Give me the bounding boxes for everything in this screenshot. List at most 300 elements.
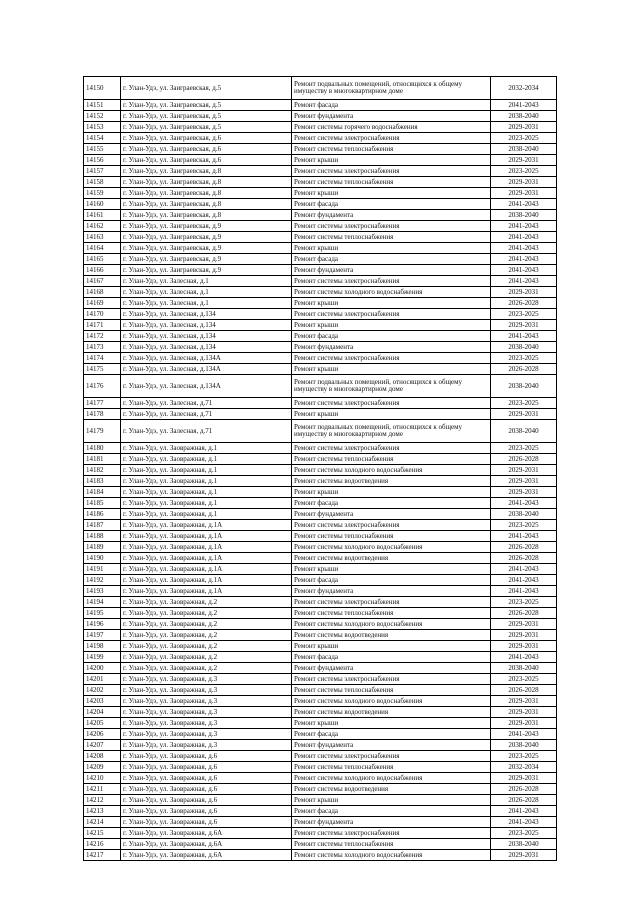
row-work-type: Ремонт системы теплоснабжения bbox=[292, 177, 491, 188]
row-period: 2023-2025 bbox=[491, 674, 557, 685]
row-period: 2041-2043 bbox=[491, 243, 557, 254]
table-row bbox=[84, 111, 557, 122]
row-period: 2032-2034 bbox=[491, 77, 557, 100]
table-row bbox=[84, 188, 557, 199]
row-number: 14177 bbox=[84, 398, 121, 409]
row-period: 2029-2031 bbox=[491, 487, 557, 498]
row-number: 14213 bbox=[84, 806, 121, 817]
row-address: г. Улан-Удэ, ул. Заиграевская, д.8 bbox=[121, 210, 292, 221]
row-period: 2023-2025 bbox=[491, 166, 557, 177]
row-number: 14164 bbox=[84, 243, 121, 254]
row-period: 2026-2028 bbox=[491, 784, 557, 795]
table-row bbox=[84, 663, 557, 674]
row-number: 14150 bbox=[84, 77, 121, 100]
row-period: 2023-2025 bbox=[491, 828, 557, 839]
table-row bbox=[84, 641, 557, 652]
row-work-type: Ремонт системы электроснабжения bbox=[292, 828, 491, 839]
row-period: 2023-2025 bbox=[491, 353, 557, 364]
row-work-type: Ремонт фасада bbox=[292, 100, 491, 111]
row-number: 14209 bbox=[84, 762, 121, 773]
row-work-type: Ремонт системы теплоснабжения bbox=[292, 232, 491, 243]
row-address: г. Улан-Удэ, ул. Заиграевская, д.8 bbox=[121, 177, 292, 188]
row-address: г. Улан-Удэ, ул. Заиграевская, д.5 bbox=[121, 122, 292, 133]
row-address: г. Улан-Удэ, ул. Заиграевская, д.9 bbox=[121, 232, 292, 243]
row-period: 2038-2040 bbox=[491, 420, 557, 443]
row-work-type: Ремонт системы электроснабжения bbox=[292, 597, 491, 608]
row-period: 2029-2031 bbox=[491, 707, 557, 718]
row-work-type: Ремонт системы теплоснабжения bbox=[292, 685, 491, 696]
row-number: 14160 bbox=[84, 199, 121, 210]
table-row bbox=[84, 487, 557, 498]
row-period: 2038-2040 bbox=[491, 663, 557, 674]
row-work-type: Ремонт фундамента bbox=[292, 817, 491, 828]
row-period: 2041-2043 bbox=[491, 531, 557, 542]
row-number: 14197 bbox=[84, 630, 121, 641]
row-address: г. Улан-Удэ, ул. Заовражная, д.6А bbox=[121, 828, 292, 839]
row-period: 2023-2025 bbox=[491, 751, 557, 762]
row-address: г. Улан-Удэ, ул. Заиграевская, д.5 bbox=[121, 100, 292, 111]
row-address: г. Улан-Удэ, ул. Заовражная, д.2 bbox=[121, 597, 292, 608]
row-address: г. Улан-Удэ, ул. Заовражная, д.2 bbox=[121, 641, 292, 652]
row-number: 14185 bbox=[84, 498, 121, 509]
row-work-type: Ремонт системы холодного водоснабжения bbox=[292, 542, 491, 553]
row-period: 2026-2028 bbox=[491, 685, 557, 696]
row-address: г. Улан-Удэ, ул. Заовражная, д.6 bbox=[121, 762, 292, 773]
row-work-type: Ремонт системы теплоснабжения bbox=[292, 608, 491, 619]
row-work-type: Ремонт фундамента bbox=[292, 265, 491, 276]
row-address: г. Улан-Удэ, ул. Заиграевская, д.9 bbox=[121, 265, 292, 276]
table-row bbox=[84, 707, 557, 718]
row-work-type: Ремонт системы электроснабжения bbox=[292, 751, 491, 762]
row-number: 14188 bbox=[84, 531, 121, 542]
row-work-type: Ремонт фасада bbox=[292, 652, 491, 663]
table-row bbox=[84, 77, 557, 100]
row-work-type: Ремонт фундамента bbox=[292, 586, 491, 597]
row-number: 14199 bbox=[84, 652, 121, 663]
row-work-type: Ремонт системы электроснабжения bbox=[292, 398, 491, 409]
row-period: 2029-2031 bbox=[491, 630, 557, 641]
table-row bbox=[84, 795, 557, 806]
row-address: г. Улан-Удэ, ул. Заовражная, д.1А bbox=[121, 542, 292, 553]
table-row bbox=[84, 133, 557, 144]
row-period: 2038-2040 bbox=[491, 375, 557, 398]
row-address: г. Улан-Удэ, ул. Заовражная, д.1А bbox=[121, 520, 292, 531]
row-number: 14175 bbox=[84, 364, 121, 375]
row-address: г. Улан-Удэ, ул. Залесная, д.1 bbox=[121, 287, 292, 298]
row-period: 2041-2043 bbox=[491, 652, 557, 663]
table-row bbox=[84, 364, 557, 375]
row-period: 2041-2043 bbox=[491, 100, 557, 111]
row-work-type: Ремонт крыши bbox=[292, 718, 491, 729]
row-work-type: Ремонт системы теплоснабжения bbox=[292, 839, 491, 850]
table-row bbox=[84, 531, 557, 542]
row-work-type: Ремонт крыши bbox=[292, 320, 491, 331]
row-address: г. Улан-Удэ, ул. Заовражная, д.2 bbox=[121, 652, 292, 663]
row-number: 14201 bbox=[84, 674, 121, 685]
row-address: г. Улан-Удэ, ул. Заиграевская, д.6 bbox=[121, 133, 292, 144]
row-period: 2029-2031 bbox=[491, 619, 557, 630]
row-number: 14212 bbox=[84, 795, 121, 806]
row-period: 2041-2043 bbox=[491, 232, 557, 243]
row-number: 14156 bbox=[84, 155, 121, 166]
row-period: 2041-2043 bbox=[491, 199, 557, 210]
row-number: 14202 bbox=[84, 685, 121, 696]
row-work-type: Ремонт системы электроснабжения bbox=[292, 309, 491, 320]
row-period: 2041-2043 bbox=[491, 276, 557, 287]
row-number: 14167 bbox=[84, 276, 121, 287]
row-period: 2029-2031 bbox=[491, 850, 557, 861]
row-address: г. Улан-Удэ, ул. Заовражная, д.3 bbox=[121, 696, 292, 707]
row-work-type: Ремонт системы холодного водоснабжения bbox=[292, 696, 491, 707]
table-row bbox=[84, 828, 557, 839]
row-number: 14166 bbox=[84, 265, 121, 276]
row-period: 2041-2043 bbox=[491, 586, 557, 597]
row-number: 14192 bbox=[84, 575, 121, 586]
row-period: 2038-2040 bbox=[491, 144, 557, 155]
table-row bbox=[84, 353, 557, 364]
row-address: г. Улан-Удэ, ул. Залесная, д.134А bbox=[121, 364, 292, 375]
row-period: 2041-2043 bbox=[491, 817, 557, 828]
row-number: 14171 bbox=[84, 320, 121, 331]
row-period: 2041-2043 bbox=[491, 575, 557, 586]
row-address: г. Улан-Удэ, ул. Залесная, д.71 bbox=[121, 398, 292, 409]
row-period: 2023-2025 bbox=[491, 133, 557, 144]
row-number: 14210 bbox=[84, 773, 121, 784]
row-work-type: Ремонт подвальных помещений, относящихся к общему имуществу в многоквартирном доме bbox=[292, 420, 491, 443]
row-work-type: Ремонт фасада bbox=[292, 331, 491, 342]
row-address: г. Улан-Удэ, ул. Заиграевская, д.6 bbox=[121, 144, 292, 155]
row-address: г. Улан-Удэ, ул. Заиграевская, д.9 bbox=[121, 254, 292, 265]
table-row bbox=[84, 652, 557, 663]
row-number: 14181 bbox=[84, 454, 121, 465]
row-number: 14162 bbox=[84, 221, 121, 232]
row-address: г. Улан-Удэ, ул. Заовражная, д.6 bbox=[121, 795, 292, 806]
row-number: 14165 bbox=[84, 254, 121, 265]
row-period: 2023-2025 bbox=[491, 520, 557, 531]
row-number: 14174 bbox=[84, 353, 121, 364]
row-work-type: Ремонт системы холодного водоснабжения bbox=[292, 465, 491, 476]
row-work-type: Ремонт крыши bbox=[292, 641, 491, 652]
row-period: 2029-2031 bbox=[491, 476, 557, 487]
row-period: 2029-2031 bbox=[491, 641, 557, 652]
row-number: 14168 bbox=[84, 287, 121, 298]
row-period: 2038-2040 bbox=[491, 839, 557, 850]
table-row bbox=[84, 608, 557, 619]
row-work-type: Ремонт крыши bbox=[292, 188, 491, 199]
row-work-type: Ремонт фасада bbox=[292, 575, 491, 586]
row-address: г. Улан-Удэ, ул. Заовражная, д.1А bbox=[121, 575, 292, 586]
row-work-type: Ремонт системы электроснабжения bbox=[292, 353, 491, 364]
row-period: 2026-2028 bbox=[491, 454, 557, 465]
table-row bbox=[84, 177, 557, 188]
row-number: 14196 bbox=[84, 619, 121, 630]
row-work-type: Ремонт системы горячего водоснабжения bbox=[292, 122, 491, 133]
row-work-type: Ремонт системы холодного водоснабжения bbox=[292, 619, 491, 630]
table-row bbox=[84, 265, 557, 276]
row-number: 14170 bbox=[84, 309, 121, 320]
row-period: 2029-2031 bbox=[491, 718, 557, 729]
row-address: г. Улан-Удэ, ул. Заовражная, д.1 bbox=[121, 509, 292, 520]
table-row bbox=[84, 287, 557, 298]
row-number: 14187 bbox=[84, 520, 121, 531]
table-row bbox=[84, 817, 557, 828]
table-row bbox=[84, 762, 557, 773]
row-address: г. Улан-Удэ, ул. Заовражная, д.3 bbox=[121, 685, 292, 696]
row-number: 14158 bbox=[84, 177, 121, 188]
row-address: г. Улан-Удэ, ул. Залесная, д.134 bbox=[121, 320, 292, 331]
row-work-type: Ремонт системы холодного водоснабжения bbox=[292, 287, 491, 298]
row-period: 2029-2031 bbox=[491, 773, 557, 784]
row-address: г. Улан-Удэ, ул. Залесная, д.71 bbox=[121, 420, 292, 443]
row-address: г. Улан-Удэ, ул. Заовражная, д.6А bbox=[121, 839, 292, 850]
row-address: г. Улан-Удэ, ул. Заовражная, д.1 bbox=[121, 476, 292, 487]
table-row bbox=[84, 564, 557, 575]
row-number: 14184 bbox=[84, 487, 121, 498]
row-work-type: Ремонт крыши bbox=[292, 564, 491, 575]
row-number: 14203 bbox=[84, 696, 121, 707]
table-row bbox=[84, 729, 557, 740]
row-number: 14161 bbox=[84, 210, 121, 221]
row-work-type: Ремонт системы теплоснабжения bbox=[292, 531, 491, 542]
row-work-type: Ремонт фасада bbox=[292, 806, 491, 817]
table-row bbox=[84, 454, 557, 465]
row-work-type: Ремонт подвальных помещений, относящихся к общему имуществу в многоквартирном доме bbox=[292, 375, 491, 398]
row-work-type: Ремонт крыши bbox=[292, 409, 491, 420]
row-address: г. Улан-Удэ, ул. Заовражная, д.6 bbox=[121, 784, 292, 795]
row-number: 14204 bbox=[84, 707, 121, 718]
row-number: 14190 bbox=[84, 553, 121, 564]
row-period: 2023-2025 bbox=[491, 443, 557, 454]
row-period: 2041-2043 bbox=[491, 254, 557, 265]
row-address: г. Улан-Удэ, ул. Залесная, д.71 bbox=[121, 409, 292, 420]
table-row bbox=[84, 100, 557, 111]
table-row bbox=[84, 443, 557, 454]
row-address: г. Улан-Удэ, ул. Заовражная, д.6А bbox=[121, 850, 292, 861]
row-number: 14215 bbox=[84, 828, 121, 839]
table-row bbox=[84, 155, 557, 166]
table-row bbox=[84, 232, 557, 243]
row-address: г. Улан-Удэ, ул. Заиграевская, д.6 bbox=[121, 155, 292, 166]
row-work-type: Ремонт фундамента bbox=[292, 663, 491, 674]
table-body bbox=[84, 77, 557, 861]
row-number: 14159 bbox=[84, 188, 121, 199]
row-address: г. Улан-Удэ, ул. Заиграевская, д.5 bbox=[121, 77, 292, 100]
row-address: г. Улан-Удэ, ул. Заовражная, д.2 bbox=[121, 608, 292, 619]
table-row bbox=[84, 375, 557, 398]
table-row bbox=[84, 773, 557, 784]
row-address: г. Улан-Удэ, ул. Заовражная, д.1 bbox=[121, 465, 292, 476]
row-period: 2041-2043 bbox=[491, 564, 557, 575]
row-address: г. Улан-Удэ, ул. Заовражная, д.6 bbox=[121, 817, 292, 828]
row-work-type: Ремонт системы водоотведения bbox=[292, 784, 491, 795]
row-period: 2038-2040 bbox=[491, 740, 557, 751]
row-work-type: Ремонт фундамента bbox=[292, 509, 491, 520]
row-address: г. Улан-Удэ, ул. Заовражная, д.6 bbox=[121, 806, 292, 817]
row-work-type: Ремонт крыши bbox=[292, 364, 491, 375]
table-row bbox=[84, 509, 557, 520]
row-period: 2041-2043 bbox=[491, 265, 557, 276]
row-work-type: Ремонт системы теплоснабжения bbox=[292, 762, 491, 773]
row-number: 14176 bbox=[84, 375, 121, 398]
table-row bbox=[84, 630, 557, 641]
row-address: г. Улан-Удэ, ул. Залесная, д.134А bbox=[121, 353, 292, 364]
row-work-type: Ремонт крыши bbox=[292, 795, 491, 806]
table-row bbox=[84, 597, 557, 608]
row-period: 2038-2040 bbox=[491, 111, 557, 122]
row-number: 14189 bbox=[84, 542, 121, 553]
row-number: 14180 bbox=[84, 443, 121, 454]
row-period: 2029-2031 bbox=[491, 696, 557, 707]
row-work-type: Ремонт фундамента bbox=[292, 740, 491, 751]
row-work-type: Ремонт фасада bbox=[292, 199, 491, 210]
table-row bbox=[84, 520, 557, 531]
row-period: 2029-2031 bbox=[491, 177, 557, 188]
row-number: 14153 bbox=[84, 122, 121, 133]
row-period: 2041-2043 bbox=[491, 729, 557, 740]
table-row bbox=[84, 254, 557, 265]
row-number: 14157 bbox=[84, 166, 121, 177]
row-period: 2041-2043 bbox=[491, 806, 557, 817]
row-period: 2023-2025 bbox=[491, 398, 557, 409]
row-work-type: Ремонт крыши bbox=[292, 243, 491, 254]
row-work-type: Ремонт системы водоотведения bbox=[292, 707, 491, 718]
row-number: 14152 bbox=[84, 111, 121, 122]
row-period: 2026-2028 bbox=[491, 608, 557, 619]
table-row bbox=[84, 320, 557, 331]
row-address: г. Улан-Удэ, ул. Заовражная, д.2 bbox=[121, 663, 292, 674]
table-row bbox=[84, 784, 557, 795]
row-number: 14186 bbox=[84, 509, 121, 520]
table-row bbox=[84, 751, 557, 762]
row-number: 14211 bbox=[84, 784, 121, 795]
row-number: 14154 bbox=[84, 133, 121, 144]
row-number: 14155 bbox=[84, 144, 121, 155]
row-number: 14151 bbox=[84, 100, 121, 111]
row-period: 2029-2031 bbox=[491, 465, 557, 476]
row-address: г. Улан-Удэ, ул. Заовражная, д.3 bbox=[121, 674, 292, 685]
row-number: 14183 bbox=[84, 476, 121, 487]
row-period: 2041-2043 bbox=[491, 221, 557, 232]
row-work-type: Ремонт системы теплоснабжения bbox=[292, 454, 491, 465]
row-period: 2038-2040 bbox=[491, 342, 557, 353]
table-row bbox=[84, 674, 557, 685]
row-work-type: Ремонт системы электроснабжения bbox=[292, 443, 491, 454]
row-address: г. Улан-Удэ, ул. Заиграевская, д.8 bbox=[121, 166, 292, 177]
row-number: 14191 bbox=[84, 564, 121, 575]
table-row bbox=[84, 740, 557, 751]
row-work-type: Ремонт системы электроснабжения bbox=[292, 520, 491, 531]
row-work-type: Ремонт системы теплоснабжения bbox=[292, 144, 491, 155]
capital-repair-table bbox=[83, 76, 557, 861]
table-row bbox=[84, 839, 557, 850]
row-number: 14169 bbox=[84, 298, 121, 309]
row-address: г. Улан-Удэ, ул. Заиграевская, д.9 bbox=[121, 221, 292, 232]
row-period: 2026-2028 bbox=[491, 553, 557, 564]
row-number: 14214 bbox=[84, 817, 121, 828]
table-row bbox=[84, 575, 557, 586]
table-row bbox=[84, 144, 557, 155]
table-row bbox=[84, 409, 557, 420]
table-row bbox=[84, 420, 557, 443]
row-address: г. Улан-Удэ, ул. Заовражная, д.3 bbox=[121, 707, 292, 718]
row-number: 14163 bbox=[84, 232, 121, 243]
row-work-type: Ремонт подвальных помещений, относящихся к общему имуществу в многоквартирном доме bbox=[292, 77, 491, 100]
row-period: 2029-2031 bbox=[491, 122, 557, 133]
row-number: 14206 bbox=[84, 729, 121, 740]
row-work-type: Ремонт крыши bbox=[292, 155, 491, 166]
table-row bbox=[84, 276, 557, 287]
row-work-type: Ремонт крыши bbox=[292, 298, 491, 309]
row-period: 2023-2025 bbox=[491, 597, 557, 608]
row-address: г. Улан-Удэ, ул. Заовражная, д.6 bbox=[121, 751, 292, 762]
row-address: г. Улан-Удэ, ул. Заовражная, д.1А bbox=[121, 531, 292, 542]
row-address: г. Улан-Удэ, ул. Залесная, д.134А bbox=[121, 375, 292, 398]
row-address: г. Улан-Удэ, ул. Заовражная, д.2 bbox=[121, 630, 292, 641]
table-row bbox=[84, 718, 557, 729]
row-work-type: Ремонт фасада bbox=[292, 498, 491, 509]
table-row bbox=[84, 542, 557, 553]
table-row bbox=[84, 696, 557, 707]
row-number: 14216 bbox=[84, 839, 121, 850]
row-address: г. Улан-Удэ, ул. Заовражная, д.1 bbox=[121, 498, 292, 509]
table-row bbox=[84, 210, 557, 221]
row-number: 14178 bbox=[84, 409, 121, 420]
row-period: 2029-2031 bbox=[491, 409, 557, 420]
row-number: 14182 bbox=[84, 465, 121, 476]
row-work-type: Ремонт фундамента bbox=[292, 111, 491, 122]
table-row bbox=[84, 166, 557, 177]
row-period: 2029-2031 bbox=[491, 155, 557, 166]
row-address: г. Улан-Удэ, ул. Заиграевская, д.8 bbox=[121, 199, 292, 210]
row-address: г. Улан-Удэ, ул. Заовражная, д.1 bbox=[121, 443, 292, 454]
row-address: г. Улан-Удэ, ул. Заовражная, д.6 bbox=[121, 773, 292, 784]
table-row bbox=[84, 553, 557, 564]
row-work-type: Ремонт системы водоотведения bbox=[292, 630, 491, 641]
row-period: 2026-2028 bbox=[491, 795, 557, 806]
row-period: 2026-2028 bbox=[491, 364, 557, 375]
row-period: 2029-2031 bbox=[491, 287, 557, 298]
row-address: г. Улан-Удэ, ул. Залесная, д.134 bbox=[121, 342, 292, 353]
table-row bbox=[84, 221, 557, 232]
table-row bbox=[84, 476, 557, 487]
row-work-type: Ремонт фасада bbox=[292, 254, 491, 265]
row-address: г. Улан-Удэ, ул. Залесная, д.1 bbox=[121, 298, 292, 309]
row-number: 14172 bbox=[84, 331, 121, 342]
table-row bbox=[84, 122, 557, 133]
row-period: 2032-2034 bbox=[491, 762, 557, 773]
row-period: 2041-2043 bbox=[491, 498, 557, 509]
row-address: г. Улан-Удэ, ул. Заовражная, д.1А bbox=[121, 553, 292, 564]
row-address: г. Улан-Удэ, ул. Заовражная, д.3 bbox=[121, 740, 292, 751]
row-work-type: Ремонт системы холодного водоснабжения bbox=[292, 773, 491, 784]
row-address: г. Улан-Удэ, ул. Заовражная, д.1А bbox=[121, 564, 292, 575]
row-work-type: Ремонт фасада bbox=[292, 729, 491, 740]
row-work-type: Ремонт системы водоотведения bbox=[292, 476, 491, 487]
row-work-type: Ремонт системы электроснабжения bbox=[292, 166, 491, 177]
row-number: 14198 bbox=[84, 641, 121, 652]
row-number: 14200 bbox=[84, 663, 121, 674]
table-row bbox=[84, 199, 557, 210]
row-address: г. Улан-Удэ, ул. Заовражная, д.3 bbox=[121, 729, 292, 740]
row-address: г. Улан-Удэ, ул. Залесная, д.1 bbox=[121, 276, 292, 287]
table-row bbox=[84, 498, 557, 509]
row-number: 14217 bbox=[84, 850, 121, 861]
row-work-type: Ремонт системы электроснабжения bbox=[292, 276, 491, 287]
row-address: г. Улан-Удэ, ул. Залесная, д.134 bbox=[121, 309, 292, 320]
row-address: г. Улан-Удэ, ул. Заиграевская, д.9 bbox=[121, 243, 292, 254]
row-period: 2023-2025 bbox=[491, 309, 557, 320]
row-number: 14173 bbox=[84, 342, 121, 353]
